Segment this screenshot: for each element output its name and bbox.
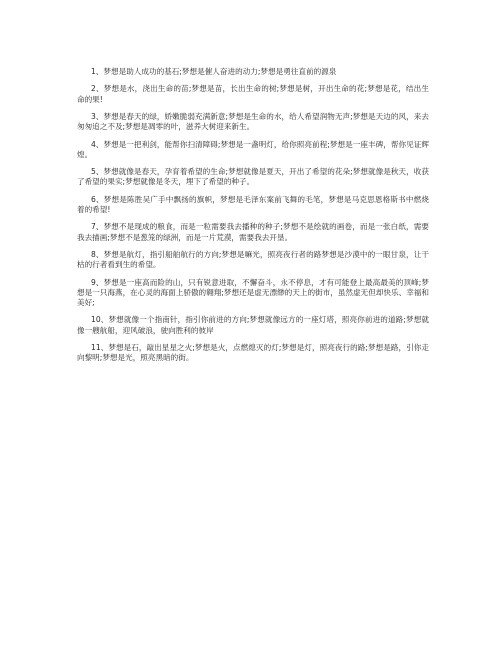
paragraph-2: 2、梦想是水，浇出生命的苗;梦想是苗，长出生命的树;梦想是树，开出生命的花;梦想是花，结出生命的果!: [77, 84, 429, 104]
document-body: [77, 67, 429, 371]
paragraph-8: 8、梦想是航灯，指引船舶航行的方向;梦想是嘛光，照亮夜行者的路梦想是沙漠中的一眼甘泉，让干枯的行者看到生的希望。: [77, 249, 429, 270]
paragraph-3: 3、梦想是春天的绿，娇嫩脆弱充满新意;梦想是生命的水，给人希望润物无声;梦想是天边的风，来去匆匆追之不及;梦想是凋零的叶，滋养大树迎来新生。: [77, 111, 429, 132]
paragraph-11: 11、梦想是石，敲出星星之火;梦想是火，点燃熄灭的灯;梦想是灯，照亮夜行的路;梦想是路，引你走向黎明;梦想是光，照亮黑暗的街。: [77, 342, 429, 363]
paragraph-7: 7、梦想不是现成的粮食，而是一粒需要我去播种的种子;梦想不是绘就的画卷，而是一张白纸，需要我去描画;梦想不是葱笼的绿洲，而是一片荒漠，需要我去开垦。: [77, 222, 429, 242]
paragraph-5: 5、梦想就像是春天，孕育着希望的生命;梦想就像是夏天，开出了希望的花朵;梦想就像是秋天，收获了希望的果实;梦想就像是冬天，埋下了希望的种子。: [77, 167, 429, 187]
paragraph-6: 6、梦想是陈胜吴广手中飘扬的旗帜，梦想是毛泽东案前飞舞的毛笔，梦想是马克思恩格斯书中燃烧着的希望!: [77, 194, 429, 214]
paragraph-9: 9、梦想是一座高而险的山，只有锐意进取，不懈奋斗，永不停息，才有可能登上最高最美的顶峰;梦想是一只海燕，在心灵的海面上骄傲的翱翔;梦想还是虚无漂缈的天上的街市，虽然虚无但却快乐、幸福和美好;: [77, 277, 429, 307]
paragraph-1: 1、梦想是助人成功的基石;梦想是催人奋进的动力;梦想是勇往直前的源泉: [91, 67, 337, 76]
paragraph-4: 4、梦想是一把利剑，能帮你扫清障碍;梦想是一盏明灯，给你照亮前程;梦想是一座丰碑，帮你见证辉煌。: [77, 139, 429, 159]
paragraph-10: 10、梦想就像一个指南针，指引你前进的方向;梦想就像远方的一座灯塔，照亮你前进的道路;梦想就像一艘航船，迎风破浪，驶向胜利的彼岸: [77, 315, 429, 335]
